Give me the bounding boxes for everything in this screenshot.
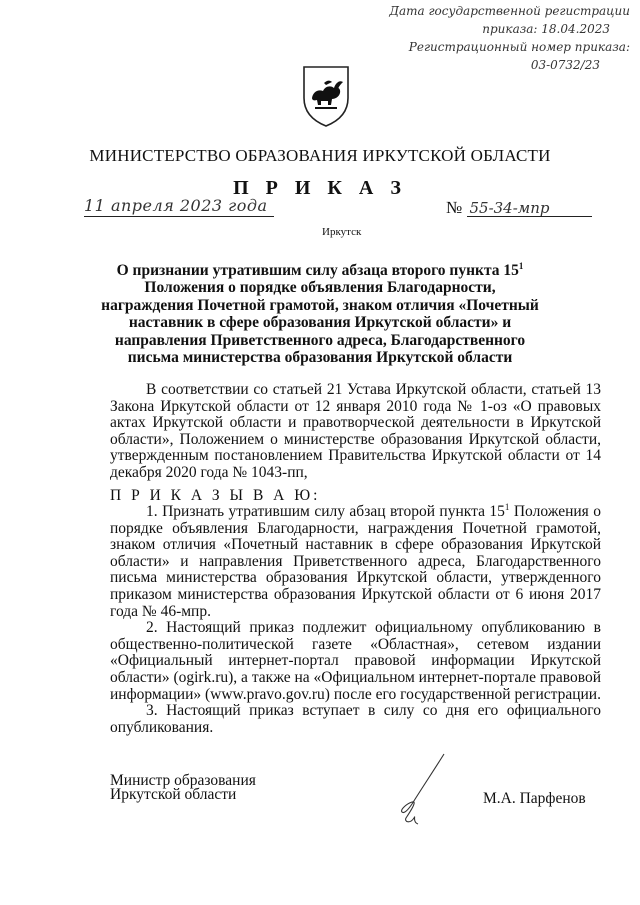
order-number-value: 55-34-мпр [469, 199, 550, 217]
order-date: 11 апреля 2023 года [84, 196, 268, 215]
order-number [446, 198, 550, 218]
registration-note [360, 2, 630, 74]
order-item-1-superscript: 1 [504, 501, 510, 512]
irkutsk-coat-of-arms-icon [301, 64, 351, 128]
number-underline [467, 216, 592, 217]
order-item-1 [110, 501, 601, 620]
signer-position-line-2: Иркутской области [110, 786, 237, 803]
document-type: П Р И К А З [233, 177, 407, 199]
document-title-part-2: Положения о порядке объявления Благодарности, награждения Почетной грамотой, знаком отличия «Почетный наставник в сфере образования Иркутской области» и направления Приветственного адреса, Благодарственного письма министерства образования Иркутской области [101, 279, 539, 367]
order-word: П Р И К А З Ы В А Ю: [110, 487, 321, 504]
handwritten-signature-icon [392, 752, 452, 828]
document-title-part-1: О признании утратившим силу абзаца второго пункта 15 [116, 262, 519, 279]
signer-position-line-1: Министр образования [110, 772, 256, 789]
date-underline [84, 216, 274, 217]
document-title-superscript: 1 [518, 260, 524, 271]
city: Иркутск [322, 226, 362, 238]
order-item-1-part-2: Положения о порядке объявления Благодарности, награждения Почетной грамотой, знаком отличия «Почетный наставник в сфере образования Иркутской области» и направления Приветственного адреса, Благодарственного письма министерства образования Иркутской области, утвержденного приказом министерства образования Иркутской области от 6 июня 2017 года № 46-мпр. [110, 503, 601, 620]
preamble-text: В соответствии со статьей 21 Устава Иркутской области, статьей 13 Закона Иркутской области от 12 января 2010 года № 1-оз «О правовых актах Иркутской области и правотворческой деятельности в Иркутской области», Положением о министерстве образования Иркутской области, утвержденным постановлением Правительства Иркутской области от 14 декабря 2020 года № 1043-пп, [110, 381, 601, 481]
registration-note-line-4: 03-0732/23 [530, 58, 600, 72]
order-item-1-part-1: 1. Признать утратившим силу абзац второй пункта 15 [146, 503, 505, 520]
signer-name: М.А. Парфенов [483, 790, 586, 807]
document-title [100, 262, 540, 366]
order-item-2: 2. Настоящий приказ подлежит официальному опубликованию в общественно-политической газете «Областная», сетевом издании «Официальный интернет-портал правовой информации Иркутской области» (ogirk.ru), а также на «Официальном интернет-портале правовой информации» (www.pravo.gov.ru) после его государственной регистрации. [110, 619, 601, 703]
registration-note-line-2: приказа: 18.04.2023 [482, 22, 610, 36]
ministry-name: МИНИСТЕРСТВО ОБРАЗОВАНИЯ ИРКУТСКОЙ ОБЛАСТИ [89, 146, 551, 165]
registration-note-line-1: Дата государственной регистрации [389, 4, 630, 18]
registration-note-line-3: Регистрационный номер приказа: [408, 40, 630, 54]
order-item-3: 3. Настоящий приказ вступает в силу со дня его официального опубликования. [110, 702, 601, 736]
order-number-prefix: № [446, 198, 463, 217]
order-items [110, 501, 601, 736]
preamble [110, 382, 601, 482]
signer-position [110, 774, 256, 802]
